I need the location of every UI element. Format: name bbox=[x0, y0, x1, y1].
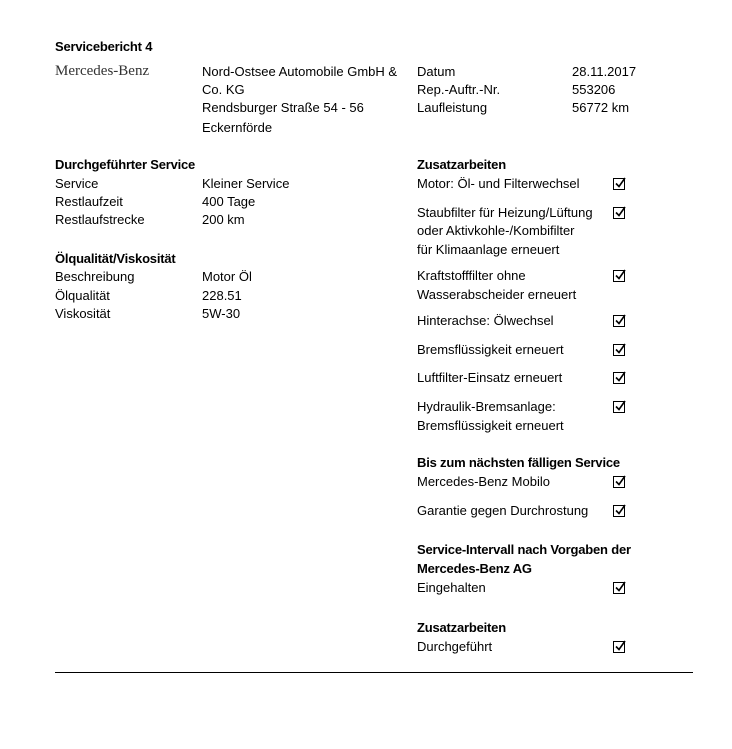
remaining-time-value: 400 Tage bbox=[202, 194, 256, 209]
remaining-distance-value: 200 km bbox=[202, 212, 245, 227]
checkbox-dust-filter bbox=[613, 207, 625, 219]
oil-quality-label: Ölqualität bbox=[55, 288, 110, 303]
order-number-label: Rep.-Auftr.-Nr. bbox=[417, 82, 501, 97]
mobilo-label: Mercedes-Benz Mobilo bbox=[417, 474, 550, 489]
checkbox-hydraulic-brake bbox=[613, 401, 625, 413]
service-label: Service bbox=[55, 176, 99, 191]
remaining-distance-label: Restlaufstrecke bbox=[55, 212, 145, 227]
date-value: 28.11.2017 bbox=[572, 64, 637, 79]
checkbox-brake-fluid bbox=[613, 344, 625, 356]
extra-work-item-label: Bremsflüssigkeit erneuert bbox=[417, 342, 564, 357]
checkbox-rear-axle-oil bbox=[613, 315, 625, 327]
rust-warranty-label: Garantie gegen Durchrostung bbox=[417, 503, 589, 518]
dealer-name-line1: Nord-Ostsee Automobile GmbH & bbox=[202, 64, 398, 79]
until-next-service-heading: Bis zum nächsten fälligen Service bbox=[417, 455, 620, 470]
mileage-value: 56772 km bbox=[572, 100, 630, 115]
extra-work-item-label: Hinterachse: Ölwechsel bbox=[417, 313, 554, 328]
oil-viscosity-label: Viskosität bbox=[55, 306, 111, 321]
dealer-city: Eckernförde bbox=[202, 120, 273, 135]
service-heading: Durchgeführter Service bbox=[55, 157, 196, 172]
page-title: Servicebericht 4 bbox=[55, 39, 153, 54]
checkbox-oil-filter-change bbox=[613, 178, 625, 190]
checkbox-fuel-filter bbox=[613, 270, 625, 282]
order-number-value: 553206 bbox=[572, 82, 616, 97]
interval-heading-line2: Mercedes-Benz AG bbox=[417, 561, 532, 576]
date-label: Datum bbox=[417, 64, 456, 79]
extra-work-item-label: Wasserabscheider erneuert bbox=[417, 287, 577, 302]
extra-work-item-label: für Klimaanlage erneuert bbox=[417, 242, 560, 257]
brand-logo: Mercedes-Benz bbox=[55, 63, 150, 79]
dealer-name-line2: Co. KG bbox=[202, 82, 245, 97]
extra-work-item-label: Bremsflüssigkeit erneuert bbox=[417, 418, 564, 433]
extra-work-item-label: Luftfilter-Einsatz erneuert bbox=[417, 370, 563, 385]
oil-description-value: Motor Öl bbox=[202, 269, 252, 284]
oil-description-label: Beschreibung bbox=[55, 269, 135, 284]
bottom-divider bbox=[55, 672, 693, 673]
oil-quality-value: 228.51 bbox=[202, 288, 242, 303]
extra-work-heading: Zusatzarbeiten bbox=[417, 157, 506, 172]
interval-kept-label: Eingehalten bbox=[417, 580, 486, 595]
checkbox-rust-warranty bbox=[613, 505, 625, 517]
performed-label: Durchgeführt bbox=[417, 639, 493, 654]
extra-work-item-label: Motor: Öl- und Filterwechsel bbox=[417, 176, 580, 191]
oil-viscosity-value: 5W-30 bbox=[202, 306, 241, 321]
extra-work-item-label: Kraftstofffilter ohne bbox=[417, 268, 526, 283]
extra-work-item-label: oder Aktivkohle-/Kombifilter bbox=[417, 223, 575, 238]
service-value: Kleiner Service bbox=[202, 176, 290, 191]
checkbox-interval-kept bbox=[613, 582, 625, 594]
checkbox-mobilo bbox=[613, 476, 625, 488]
remaining-time-label: Restlaufzeit bbox=[55, 194, 123, 209]
checkbox-performed bbox=[613, 641, 625, 653]
oil-heading: Ölqualität/Viskosität bbox=[55, 251, 176, 266]
mileage-label: Laufleistung bbox=[417, 100, 488, 115]
extra-work-2-heading: Zusatzarbeiten bbox=[417, 620, 506, 635]
interval-heading-line1: Service-Intervall nach Vorgaben der bbox=[417, 542, 631, 557]
checkbox-air-filter bbox=[613, 372, 625, 384]
dealer-street: Rendsburger Straße 54 - 56 bbox=[202, 100, 364, 115]
extra-work-item-label: Staubfilter für Heizung/Lüftung bbox=[417, 205, 593, 220]
extra-work-item-label: Hydraulik-Bremsanlage: bbox=[417, 399, 556, 414]
